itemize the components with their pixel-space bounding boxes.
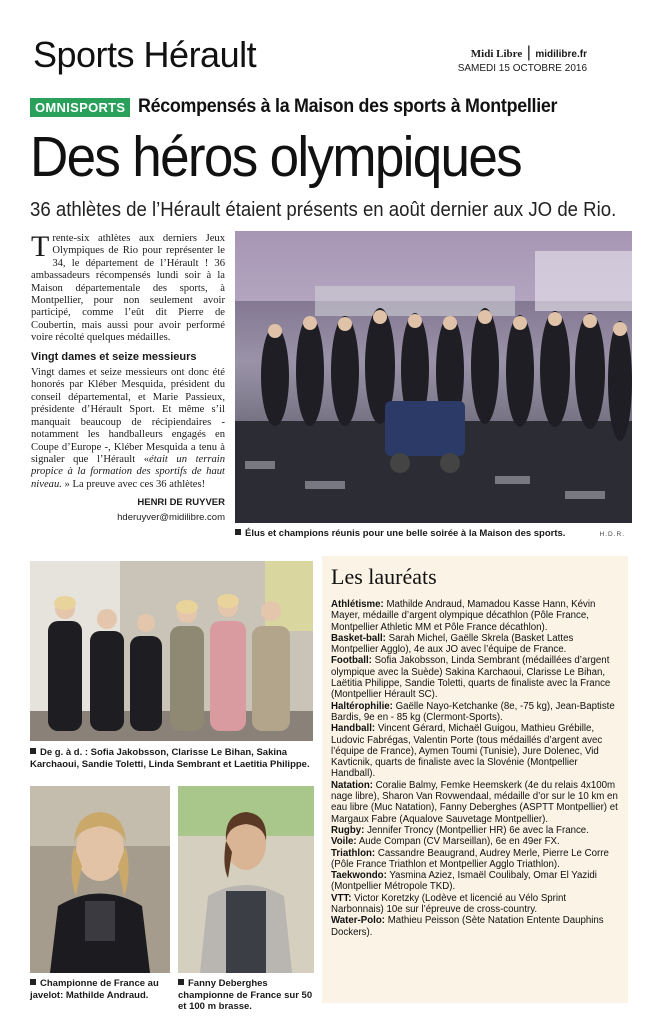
caption-square-icon bbox=[178, 979, 184, 985]
laureat-names: Sofia Jakobsson, Linda Sembrant (médaillées d’argent olympique avec la Suède) Sakina Karchaoui, Clarisse Le Bihan, Laëtitia Philippe, Sandie Toletti, quarts de finaliste avec la France (Montpellier Hérault SC). bbox=[331, 655, 611, 701]
laureat-entry bbox=[331, 723, 620, 779]
main-photo bbox=[235, 231, 632, 523]
laureat-entry bbox=[331, 780, 620, 825]
category-badge: OMNISPORTS bbox=[30, 98, 130, 117]
deck: 36 athlètes de l’Hérault étaient présents en août dernier aux JO de Rio. bbox=[30, 199, 617, 221]
group-photo bbox=[30, 561, 313, 741]
subhead: Vingt dames et seize messieurs bbox=[31, 350, 197, 363]
laureat-sport: Rugby: bbox=[331, 824, 365, 836]
laureat-entry bbox=[331, 870, 620, 893]
laureat-entry bbox=[331, 915, 620, 938]
laureat-sport: Football: bbox=[331, 655, 372, 667]
portrait-andraud bbox=[30, 786, 170, 973]
laureat-names: Jennifer Troncy (Montpellier HR) 6e avec la France. bbox=[364, 824, 589, 836]
portrait1-caption: Championne de France au javelot: Mathilde Andraud. bbox=[30, 978, 159, 1001]
laureat-sport: Voile: bbox=[331, 836, 357, 848]
laureat-entry bbox=[331, 836, 620, 847]
portrait2-caption: Fanny Deberghes championne de France sur 50 et 100 m brasse. bbox=[178, 978, 313, 1012]
kicker: Récompensés à la Maison des sports à Montpellier bbox=[138, 96, 558, 117]
laureat-names: Vincent Gérard, Michaël Guigou, Mathieu Grébille, Ludovic Fabrégas, Valentin Porte (tous médaillés d’argent avec l’équipe de France), Aymen Toumi (Tunisie), Jure Dolenec, Vid Kavticnik, quarts de finaliste avec la Slovénie (Montpellier Handball). bbox=[331, 723, 603, 780]
kicker-row bbox=[30, 96, 584, 118]
group-photo-caption: De g. à d. : Sofia Jakobsson, Clarisse Le Bihan, Sakina Karchaoui, Sandie Toletti, Linda Sembrant et Laetitia Philippe. bbox=[30, 747, 310, 770]
laureat-entry bbox=[331, 655, 620, 700]
paragraph-2: Vingt dames et seize messieurs ont donc été honorés par Kléber Mesquida, président du conseil départemental, et Marie Passieux, présidente d’Hérault Sport. Et même s’il manquait beaucoup de récipiendaires - notamment les handballeurs engagés en Coupe d’Europe -, Kléber Mesquida a tenu à signaler que l’Hérault «était un terrain propice à la formation des sportifs de haut niveau. » La preuve avec ces 36 athlètes! bbox=[31, 367, 225, 490]
laureat-names: Gaëlle Nayo-Ketchanke (8e, -75 kg), Jean-Baptiste Bardis, 9e en - 85 kg (Clermont-Sports). bbox=[331, 700, 615, 723]
byline: HENRI DE RUYVER bbox=[137, 497, 225, 509]
laureat-sport: Taekwondo: bbox=[331, 870, 387, 882]
caption-square-icon bbox=[235, 529, 241, 535]
laureat-names: Sarah Michel, Gaëlle Skrela (Basket Lattes Montpellier Agglo), 4e aux JO avec l’équipe de France. bbox=[331, 632, 574, 656]
portrait-photo-icon bbox=[178, 786, 314, 973]
laureat-entry bbox=[331, 599, 620, 633]
laureat-entry bbox=[331, 633, 620, 656]
laureat-sport: Handball: bbox=[331, 723, 376, 735]
laureat-entry bbox=[331, 893, 620, 916]
laureat-sport: Athlétisme: bbox=[331, 599, 384, 610]
laureat-entry bbox=[331, 825, 620, 836]
laureat-names: Mathieu Peisson (Sète Natation Entente Dauphins Dockers). bbox=[331, 915, 604, 938]
site-url: midilibre.fr bbox=[535, 49, 587, 60]
laureats-box bbox=[322, 556, 628, 1003]
laureat-entry bbox=[331, 848, 620, 871]
laureat-sport: VTT: bbox=[331, 892, 352, 904]
laureats-title: Les lauréats bbox=[331, 564, 437, 589]
section-title: Sports Hérault bbox=[33, 34, 257, 75]
laureat-sport: Natation: bbox=[331, 779, 373, 791]
paragraph-1: Trente-six athlètes aux derniers Jeux Olympiques de Rio pour représenter le 34, le département de l’Hérault ! 36 ambassadeurs récompensés lundi soir à la Maison départementale des sports, à Montpellier, pour non seulement avoir participé, comme l’eût dit Pierre de Coubertin, mais aussi pour avoir performé voire récolté quelques médailles. bbox=[31, 230, 225, 344]
group-photo-icon bbox=[30, 561, 313, 741]
laureat-sport: Basket-ball: bbox=[331, 632, 386, 644]
brand-name: Midi Libre bbox=[470, 48, 523, 60]
photo-credit: H.D.R. bbox=[599, 531, 625, 538]
laureat-names: Mathilde Andraud, Mamadou Kasse Hann, Kévin Mayer, médaille d’argent olympique décathlon (Pôle France, Montpellier Athletic MM et Pôle France décathlon). bbox=[331, 599, 596, 633]
laureat-names: Coralie Balmy, Femke Heemskerk (4e du relais 4x100m nage libre), Sharon Van Rovwendaal, médaille d’or sur le 10 km en eau libre (Muc Natation), Fanny Deberghes (ASPTT Montpellier) et Margaux Fabre (Aqualove Sauvetage Montpellier). bbox=[331, 779, 618, 825]
laureat-sport: Triathlon: bbox=[331, 847, 376, 859]
portrait-photo-icon bbox=[30, 786, 170, 973]
laureat-sport: Water-Polo: bbox=[331, 915, 385, 927]
caption-square-icon bbox=[30, 748, 36, 754]
main-photo-caption: Élus et champions réunis pour une belle soirée à la Maison des sports. bbox=[235, 528, 575, 540]
laureat-sport: Haltérophilie: bbox=[331, 700, 393, 712]
dropcap: T bbox=[31, 230, 50, 263]
author-email[interactable]: hderuyver@midilibre.com bbox=[117, 511, 225, 523]
laureat-names: Aude Compan (CV Marseillan), 6e en 49er FX. bbox=[356, 836, 560, 848]
laureat-entry bbox=[331, 701, 620, 724]
masthead: Midi Libre | midilibre.fr SAMEDI 15 OCTOBRE 2016 bbox=[457, 44, 587, 74]
ceremony-photo-icon bbox=[235, 231, 632, 523]
headline: Des héros olympiques bbox=[30, 125, 521, 189]
article-body bbox=[31, 230, 225, 524]
laureat-names: Yasmina Aziez, Ismaël Coulibaly, Omar El Yazidi (Montpellier Métropole TKD). bbox=[331, 870, 597, 893]
issue-date: SAMEDI 15 OCTOBRE 2016 bbox=[457, 63, 587, 74]
caption-square-icon bbox=[30, 979, 36, 985]
portrait-deberghes bbox=[178, 786, 314, 973]
laureats-list bbox=[331, 599, 620, 938]
laureat-names: Victor Koretzky (Lodève et licencié au Vélo Sprint Narbonnais) 10e sur l’épreuve de cross-country. bbox=[331, 892, 567, 916]
laureat-names: Cassandre Beaugrand, Audrey Merle, Pierre Le Corre (Pôle France Triathlon et Montpellier Agglo Triathlon). bbox=[331, 847, 609, 870]
